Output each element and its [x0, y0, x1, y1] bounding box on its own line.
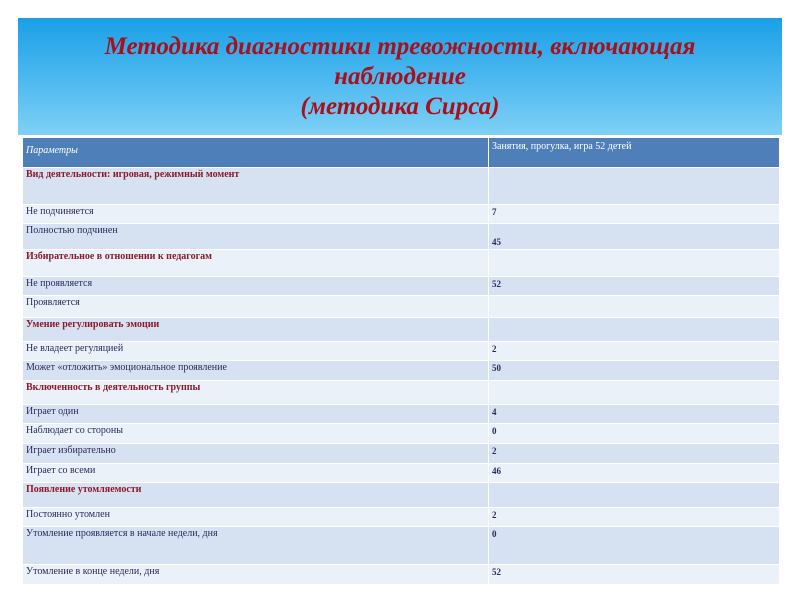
observation-table — [22, 137, 780, 585]
table-row — [23, 277, 780, 296]
title-line-3: (методика Сирса) — [300, 93, 500, 120]
title-banner — [18, 18, 782, 135]
row-value: 0 — [489, 424, 780, 444]
row-value: 0 — [489, 527, 780, 565]
row-label: Утомление проявляется в начале недели, дня — [23, 527, 489, 565]
row-value: 46 — [489, 464, 780, 483]
row-value: 52 — [489, 565, 780, 585]
row-value: 7 — [489, 205, 780, 224]
row-label: Вид деятельности: игровая, режимный момент — [23, 168, 489, 205]
table-row — [23, 342, 780, 361]
row-value — [489, 381, 780, 405]
row-label: Утомление в конце недели, дня — [23, 565, 489, 585]
table-row — [23, 405, 780, 424]
section-row-group — [23, 381, 780, 405]
table-row — [23, 464, 780, 483]
row-value — [489, 296, 780, 318]
table-row — [23, 224, 780, 250]
table-row — [23, 444, 780, 464]
row-value: 2 — [489, 342, 780, 361]
title-line-2: наблюдение — [334, 63, 466, 90]
table-row — [23, 527, 780, 565]
table-row — [23, 424, 780, 444]
page-title — [18, 18, 782, 122]
header-parameters: Параметры — [23, 138, 489, 168]
row-label: Играет один — [23, 405, 489, 424]
row-label: Не владеет регуляцией — [23, 342, 489, 361]
row-value: 2 — [489, 444, 780, 464]
row-label: Играет избирательно — [23, 444, 489, 464]
section-row-fatigue — [23, 483, 780, 508]
section-row-emotions — [23, 318, 780, 342]
row-label: Включенность в деятельность группы — [23, 381, 489, 405]
row-label: Играет со всеми — [23, 464, 489, 483]
table-header-row — [23, 138, 780, 168]
row-value — [489, 168, 780, 205]
table-row — [23, 508, 780, 527]
row-label: Проявляется — [23, 296, 489, 318]
row-label: Постоянно утомлен — [23, 508, 489, 527]
section-row-selectivity — [23, 250, 780, 277]
table-row — [23, 565, 780, 585]
title-line-1: Методика диагностики тревожности, включающая — [104, 33, 696, 60]
row-value: 50 — [489, 361, 780, 381]
row-label: Избирательное в отношении к педагогам — [23, 250, 489, 277]
row-value: 2 — [489, 508, 780, 527]
row-value — [489, 483, 780, 508]
row-value: 4 — [489, 405, 780, 424]
table-row — [23, 205, 780, 224]
row-label: Может «отложить» эмоциональное проявление — [23, 361, 489, 381]
row-value — [489, 250, 780, 277]
header-observation: Занятия, прогулка, игра 52 детей — [489, 138, 780, 168]
table-row — [23, 361, 780, 381]
table-area — [18, 135, 782, 595]
row-label: Наблюдает со стороны — [23, 424, 489, 444]
table-row — [23, 296, 780, 318]
row-label: Появление утомляемости — [23, 483, 489, 508]
row-label: Умение регулировать эмоции — [23, 318, 489, 342]
row-label: Не подчиняется — [23, 205, 489, 224]
row-value — [489, 318, 780, 342]
row-label: Не проявляется — [23, 277, 489, 296]
row-value: 45 — [489, 224, 780, 250]
section-row-activity — [23, 168, 780, 205]
row-label: Полностью подчинен — [23, 224, 489, 250]
row-value: 52 — [489, 277, 780, 296]
